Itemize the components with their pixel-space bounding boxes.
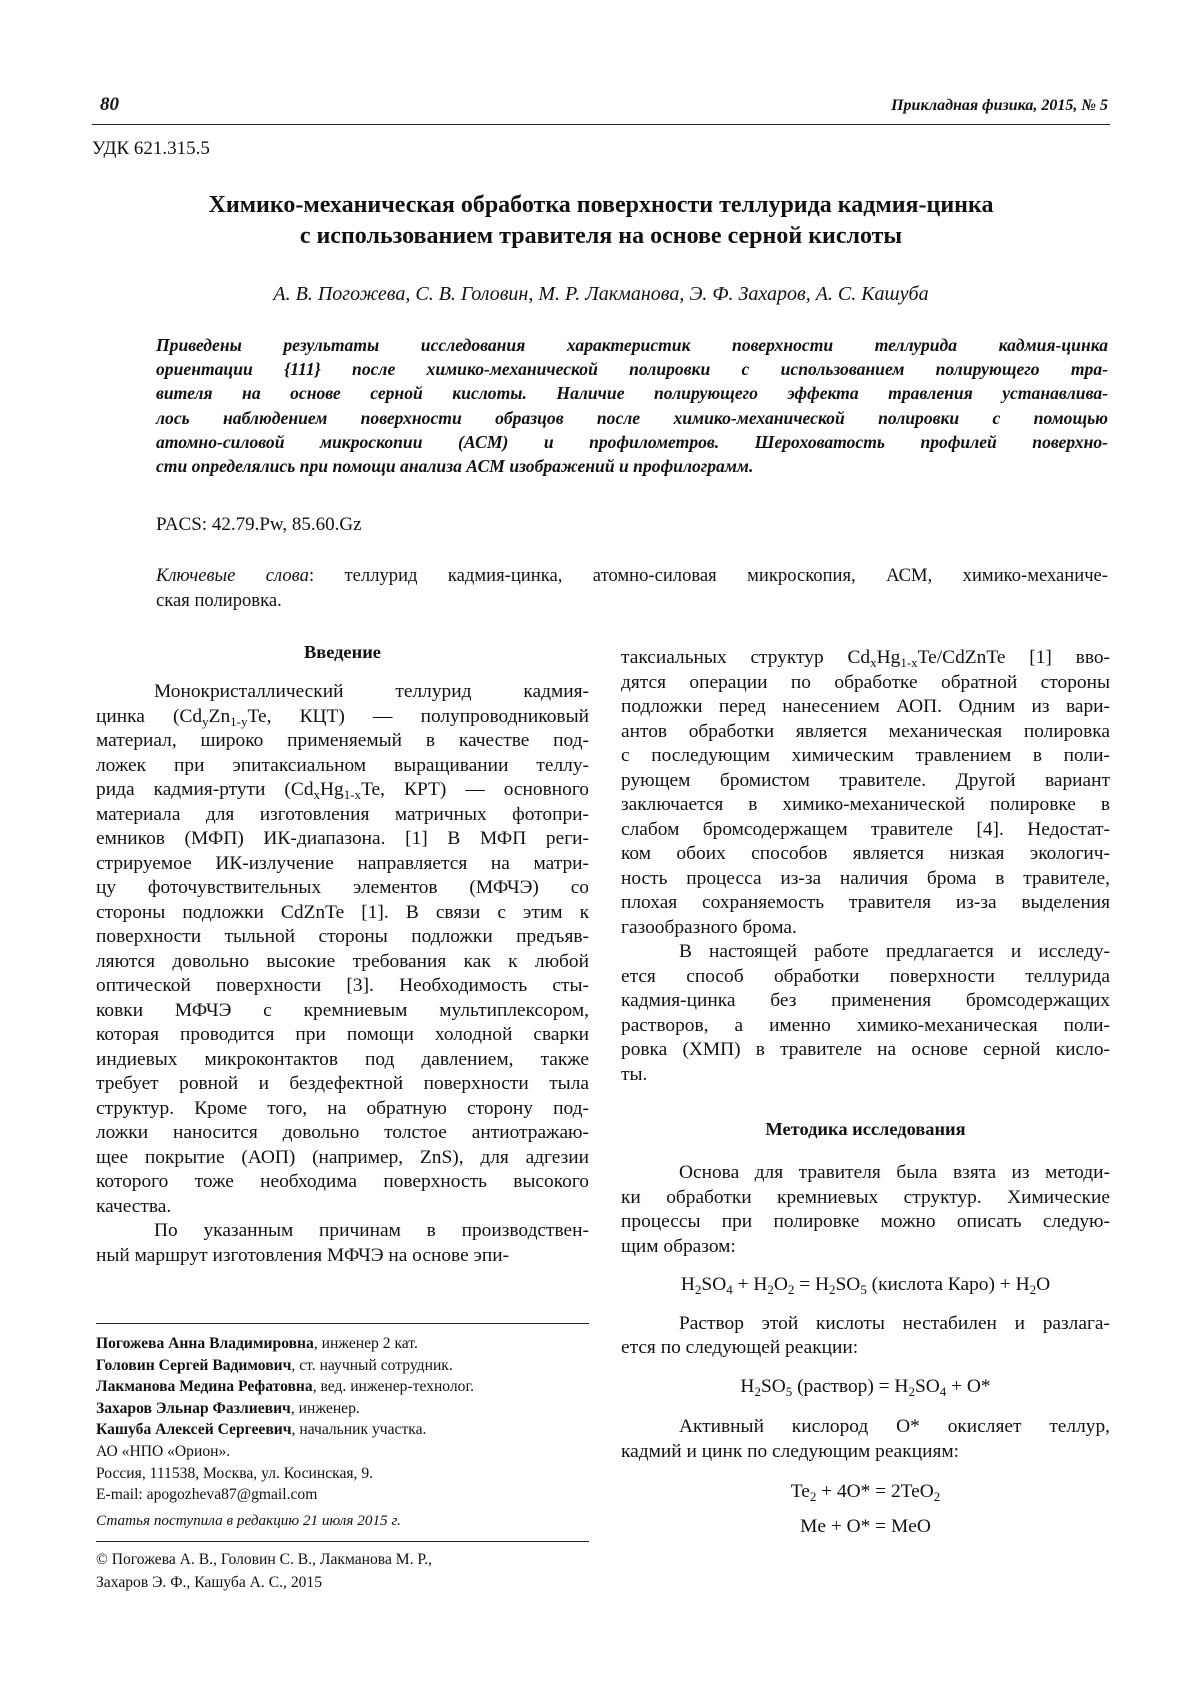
abstract-line: Приведены результаты исследования характеристик поверхности теллурида кадмия-цинка [156, 335, 1108, 355]
body-line: поверхности тыльной стороны подложки предъяв- [96, 926, 589, 947]
body-line: ный маршрут изготовления МФЧЭ на основе эпи- [96, 1244, 510, 1266]
body-line: с последующим химическим травлением в поли- [621, 745, 1110, 766]
body-line: ки обработки кремниевых структур. Химические [621, 1186, 1110, 1208]
copyright [96, 1548, 432, 1594]
title-line: Химико-механическая обработка поверхности теллурида кадмия-цинка [208, 192, 994, 218]
udc-code: УДК 621.315.5 [92, 138, 210, 159]
footnote-author [96, 1355, 589, 1377]
abstract-line: сти определялись при помощи анализа АСМ изображений и профилограмм. [156, 456, 754, 477]
body-line: ровка (ХМП) в травителе на основе серной кисло- [621, 1039, 1110, 1060]
body-line: подложки перед нанесением АОП. Одним из вари- [621, 696, 1110, 717]
copyright-line: Захаров Э. Ф., Кашуба А. С., 2015 [96, 1574, 323, 1591]
keywords [156, 563, 1108, 613]
journal-citation: Прикладная физика, 2015, № 5 [891, 97, 1108, 114]
copyright-line: © Погожева А. В., Головин С. В., Лакманова М. Р., [96, 1551, 432, 1568]
author-name: Кашуба Алексей Сергеевич [96, 1421, 292, 1439]
footnote-rule [96, 1323, 589, 1324]
body-line: ком обоих способов является низкая экологич- [621, 843, 1110, 864]
right-column [621, 646, 1110, 1539]
body-line: требует ровной и бездефектной поверхности тыла [96, 1073, 589, 1094]
author-list: А. В. Погожева, С. В. Головин, М. Р. Лакманова, Э. Ф. Захаров, А. С. Кашуба [273, 283, 929, 305]
body-line: рида кадмия-ртути ($Cd_xHg_{1-x}Te$, КРТ) — основного [96, 779, 589, 802]
author-role: , инженер 2 кат. [313, 1335, 418, 1352]
author-role: , вед. инженер-технолог. [312, 1378, 475, 1396]
body-line: Основа для травителя была взята из методи- [679, 1162, 1110, 1183]
body-line: ляются довольно высокие требования как к любой [96, 950, 589, 972]
abstract-line: атомно-силовой микроскопии (АСМ) и профилометров. Шероховатость профилей поверхно- [156, 431, 1108, 452]
footnote-author [96, 1419, 589, 1441]
left-column [96, 640, 589, 1268]
author-name: Погожева Анна Владимировна [96, 1335, 314, 1352]
body-line: емников (МФП) ИК-диапазона. [1] В МФП реги- [96, 828, 589, 849]
body-line: антов обработки является механическая полировка [621, 720, 1110, 742]
body-line: ты. [621, 1063, 648, 1085]
body-line: ложек при эпитаксиальном выращивании теллу- [96, 754, 589, 776]
abstract-line: ориентации {111} после химико-механической полировки с использованием полирующего тра- [156, 359, 1108, 380]
title-line: с использованием травителя на основе серной кислоты [299, 223, 903, 249]
body-line: ковки МФЧЭ с кремниевым мультиплексором, [96, 999, 589, 1021]
equation: $H_2SO_4 + H_2O_2 = H_2SO_5$ (кислота Каро) + $H_2O$ [680, 1274, 1051, 1297]
body-line: дятся операции по обработке обратной стороны [621, 671, 1110, 693]
footnote-rule [96, 1541, 589, 1542]
abstract [156, 333, 1108, 478]
body-line: Активный кислород O* окисляет теллур, [679, 1416, 1110, 1437]
keywords-label: Ключевые слова [156, 565, 309, 586]
body-line: Монокристаллический теллурид кадмия- [154, 681, 589, 702]
keywords-text: теллурид кадмия-цинка, атомно-силовая микроскопия, АСМ, химико-механиче- [344, 565, 1108, 586]
equation: $Te_2 + 4O* = 2TeO_2$ [790, 1481, 941, 1504]
body-line: материала для изготовления матричных фотопри- [96, 803, 589, 825]
body-line: ность процесса из-за наличия брома в травителе, [621, 867, 1110, 889]
author-role: , начальник участка. [291, 1421, 427, 1439]
article-title [92, 190, 1110, 252]
keywords-line: ская полировка. [156, 590, 282, 611]
body-line: ется способ обработки поверхности теллурида [621, 965, 1110, 987]
footnote-author [96, 1398, 589, 1420]
body-line: кадмия-цинка без применения бромсодержащих [621, 990, 1110, 1011]
body-line: щим образом: [621, 1235, 736, 1257]
organization: АО «НПО «Орион». [96, 1442, 231, 1460]
pacs-codes: PACS: 42.79.Pw, 85.60.Gz [156, 514, 362, 535]
author-name: Головин Сергей Вадимович [96, 1356, 292, 1374]
page-number: 80 [100, 94, 119, 115]
equation: $H_2SO_5$ (раствор) = $H_2SO_4 + O*$ [740, 1375, 991, 1399]
author-name: Захаров Эльнар Фазлиевич [96, 1399, 291, 1417]
running-header [92, 94, 1110, 125]
body-line: заключается в химико-механической полировке в [621, 794, 1110, 815]
body-line: которого тоже необходима поверхность высокого [96, 1171, 589, 1192]
body-line: процессы при полировке можно описать следую- [621, 1211, 1110, 1232]
body-line: материал, широко применяемый в качестве под- [96, 730, 589, 751]
body-line: качества. [96, 1195, 172, 1217]
body-line: растворов, а именно химико-механическая поли- [621, 1014, 1110, 1036]
body-line: стороны подложки CdZnTe [1]. В связи с этим к [96, 901, 589, 923]
abstract-line: лось наблюдением поверхности образцов после химико-механической полировки с помощью [156, 407, 1108, 428]
author-footnote [96, 1333, 589, 1506]
body-line: стрируемое ИК-излучение направляется на матри- [96, 852, 589, 874]
body-line: плохая сохраняемость травителя из-за выделения [621, 892, 1110, 913]
received-date: Статья поступила в редакцию 21 июля 2015 г. [96, 1512, 401, 1529]
author-name: Лакманова Медина Рефатовна [96, 1378, 313, 1396]
section-heading-introduction: Введение [304, 642, 381, 662]
abstract-line: вителя на основе серной кислоты. Наличие полирующего эффекта травления устанавлива- [156, 383, 1108, 404]
body-line: По указанным причинам в производствен- [154, 1220, 589, 1241]
body-line: индиевых микроконтактов под давлением, также [96, 1048, 589, 1070]
body-line: ложки наносится довольно толстое антиотражаю- [96, 1122, 589, 1143]
address: Россия, 111538, Москва, ул. Косинская, 9. [96, 1464, 374, 1482]
body-line: цу фоточувствительных элементов (МФЧЭ) со [96, 877, 589, 898]
body-line: кадмий и цинк по следующим реакциям: [621, 1440, 960, 1462]
email: E-mail: apogozheva87@gmail.com [96, 1486, 318, 1504]
body-line: В настоящей работе предлагается и исследу- [679, 941, 1110, 962]
author-role: , инженер. [290, 1399, 360, 1417]
body-line: Раствор этой кислоты нестабилен и разлага- [679, 1312, 1110, 1334]
section-heading-methodology: Методика исследования [765, 1119, 966, 1139]
body-line: щее покрытие (АОП) (например, ZnS), для адгезии [96, 1146, 589, 1168]
body-line: цинка ($Cd_yZn_{1-y}Te$, КЦТ) — полупроводниковый [96, 705, 589, 729]
footnote-author [96, 1376, 589, 1398]
body-line: слабом бромсодержащем травителе [4]. Недостат- [621, 818, 1110, 840]
body-line: структур. Кроме того, на обратную сторону под- [96, 1097, 589, 1119]
body-line: которая проводится при помощи холодной сварки [96, 1024, 589, 1045]
body-line: таксиальных структур $Cd_xHg_{1-x}Te$/CdZnTe [1] вво- [621, 647, 1110, 670]
footnote-author [96, 1333, 589, 1355]
body-line: газообразного брома. [621, 916, 797, 938]
keywords-line: Ключевые слова: теллурид кадмия-цинка, атомно-силовая микроскопия, АСМ, химико-механиче- [156, 565, 1108, 586]
body-line: ется по следующей реакции: [621, 1337, 859, 1358]
equation: Me + O* = MeO [800, 1515, 931, 1537]
author-role: , ст. научный сотрудник. [291, 1356, 453, 1374]
body-line: оптической поверхности [3]. Необходимость сты- [96, 975, 589, 996]
body-line: рующем бромистом травителе. Другой вариант [621, 769, 1110, 791]
